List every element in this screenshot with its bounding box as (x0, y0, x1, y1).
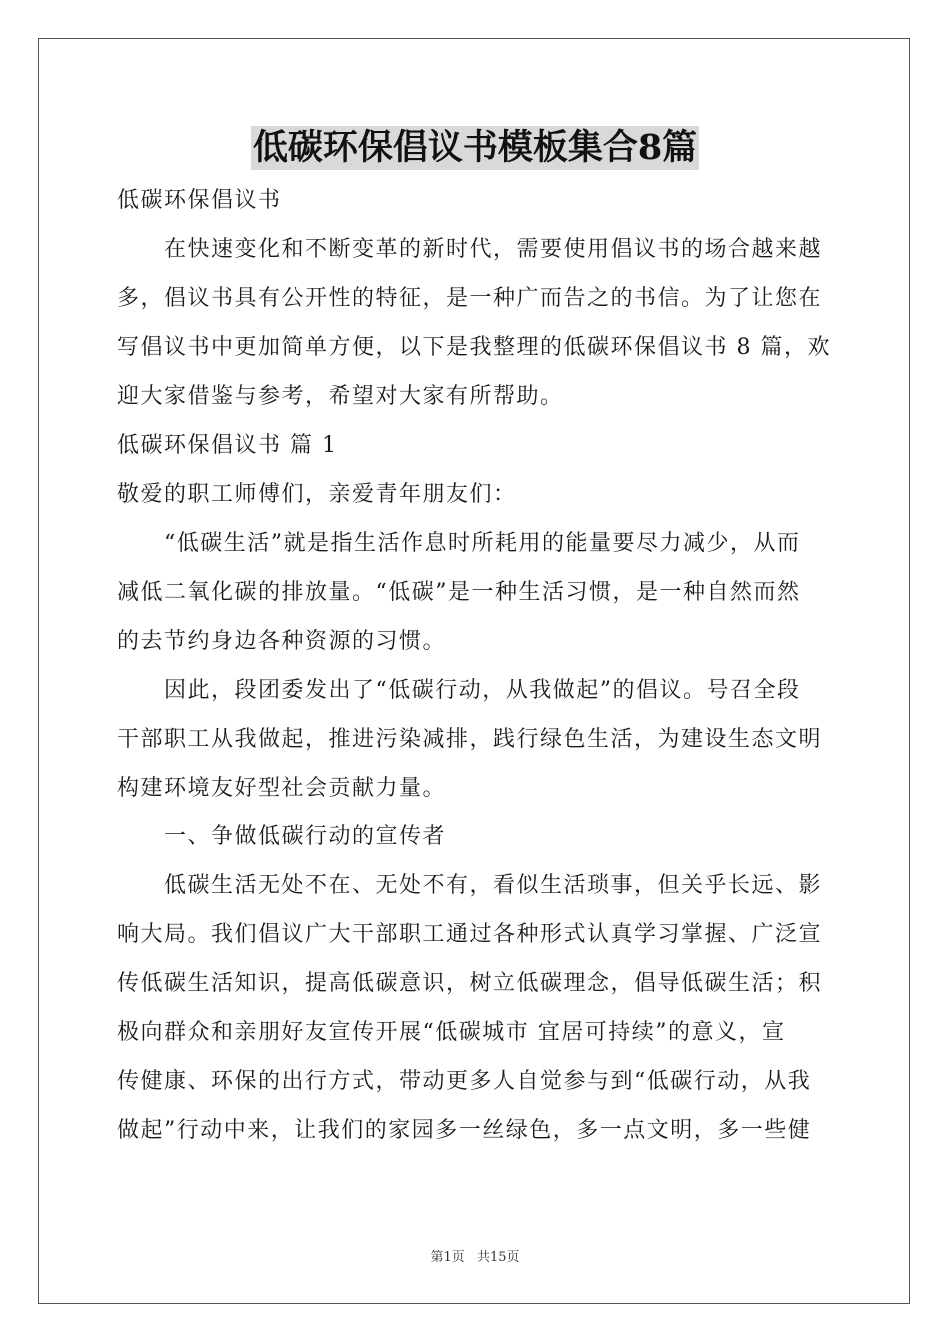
paragraph-line: “低碳生活”就是指生活作息时所耗用的能量要尽力减少，从而 (117, 531, 801, 556)
paragraph-line: 减低二氧化碳的排放量。“低碳”是一种生活习惯，是一种自然而然 (117, 580, 801, 605)
article-heading: 低碳环保倡议书 篇 1 (117, 433, 338, 458)
subheading: 一、争做低碳行动的宣传者 (117, 824, 447, 849)
paragraph-line: 构建环境友好型社会贡献力量。 (117, 776, 447, 801)
paragraph-line: 在快速变化和不断变革的新时代，需要使用倡议书的场合越来越 (117, 237, 823, 262)
paragraph-line: 传健康、环保的出行方式，带动更多人自觉参与到“低碳行动，从我 (117, 1069, 812, 1094)
paragraph-line: 迎大家借鉴与参考，希望对大家有所帮助。 (117, 384, 564, 409)
paragraph-line: 低碳生活无处不在、无处不有，看似生活琐事，但关乎长远、影 (117, 873, 823, 898)
paragraph-line: 极向群众和亲朋好友宣传开展“低碳城市 宜居可持续”的意义，宣 (117, 1020, 786, 1045)
paragraph-line: 做起”行动中来，让我们的家园多一丝绿色，多一点文明，多一些健 (117, 1118, 812, 1143)
title-container (0, 126, 950, 170)
paragraph-line: 的去节约身边各种资源的习惯。 (117, 629, 447, 654)
section-heading: 低碳环保倡议书 (117, 188, 282, 213)
paragraph-line: 写倡议书中更加简单方便，以下是我整理的低碳环保倡议书 8 篇，欢 (117, 335, 831, 360)
paragraph-line: 响大局。我们倡议广大干部职工通过各种形式认真学习掌握、广泛宣 (117, 922, 823, 947)
document-body (117, 176, 837, 1155)
salutation: 敬爱的职工师傅们，亲爱青年朋友们： (117, 482, 517, 507)
page-total: 共15页 (476, 1250, 520, 1265)
paragraph-line: 因此，段团委发出了“低碳行动，从我做起”的倡议。号召全段 (117, 678, 801, 703)
paragraph-line: 多，倡议书具有公开性的特征，是一种广而告之的书信。为了让您在 (117, 286, 823, 311)
paragraph-line: 传低碳生活知识，提高低碳意识，树立低碳理念，倡导低碳生活；积 (117, 971, 823, 996)
page-footer (0, 1246, 950, 1265)
page-number: 第1页 (430, 1250, 465, 1265)
paragraph-line: 干部职工从我做起，推进污染减排，践行绿色生活，为建设生态文明 (117, 727, 823, 752)
document-title: 低碳环保倡议书模板集合8篇 (252, 127, 698, 168)
